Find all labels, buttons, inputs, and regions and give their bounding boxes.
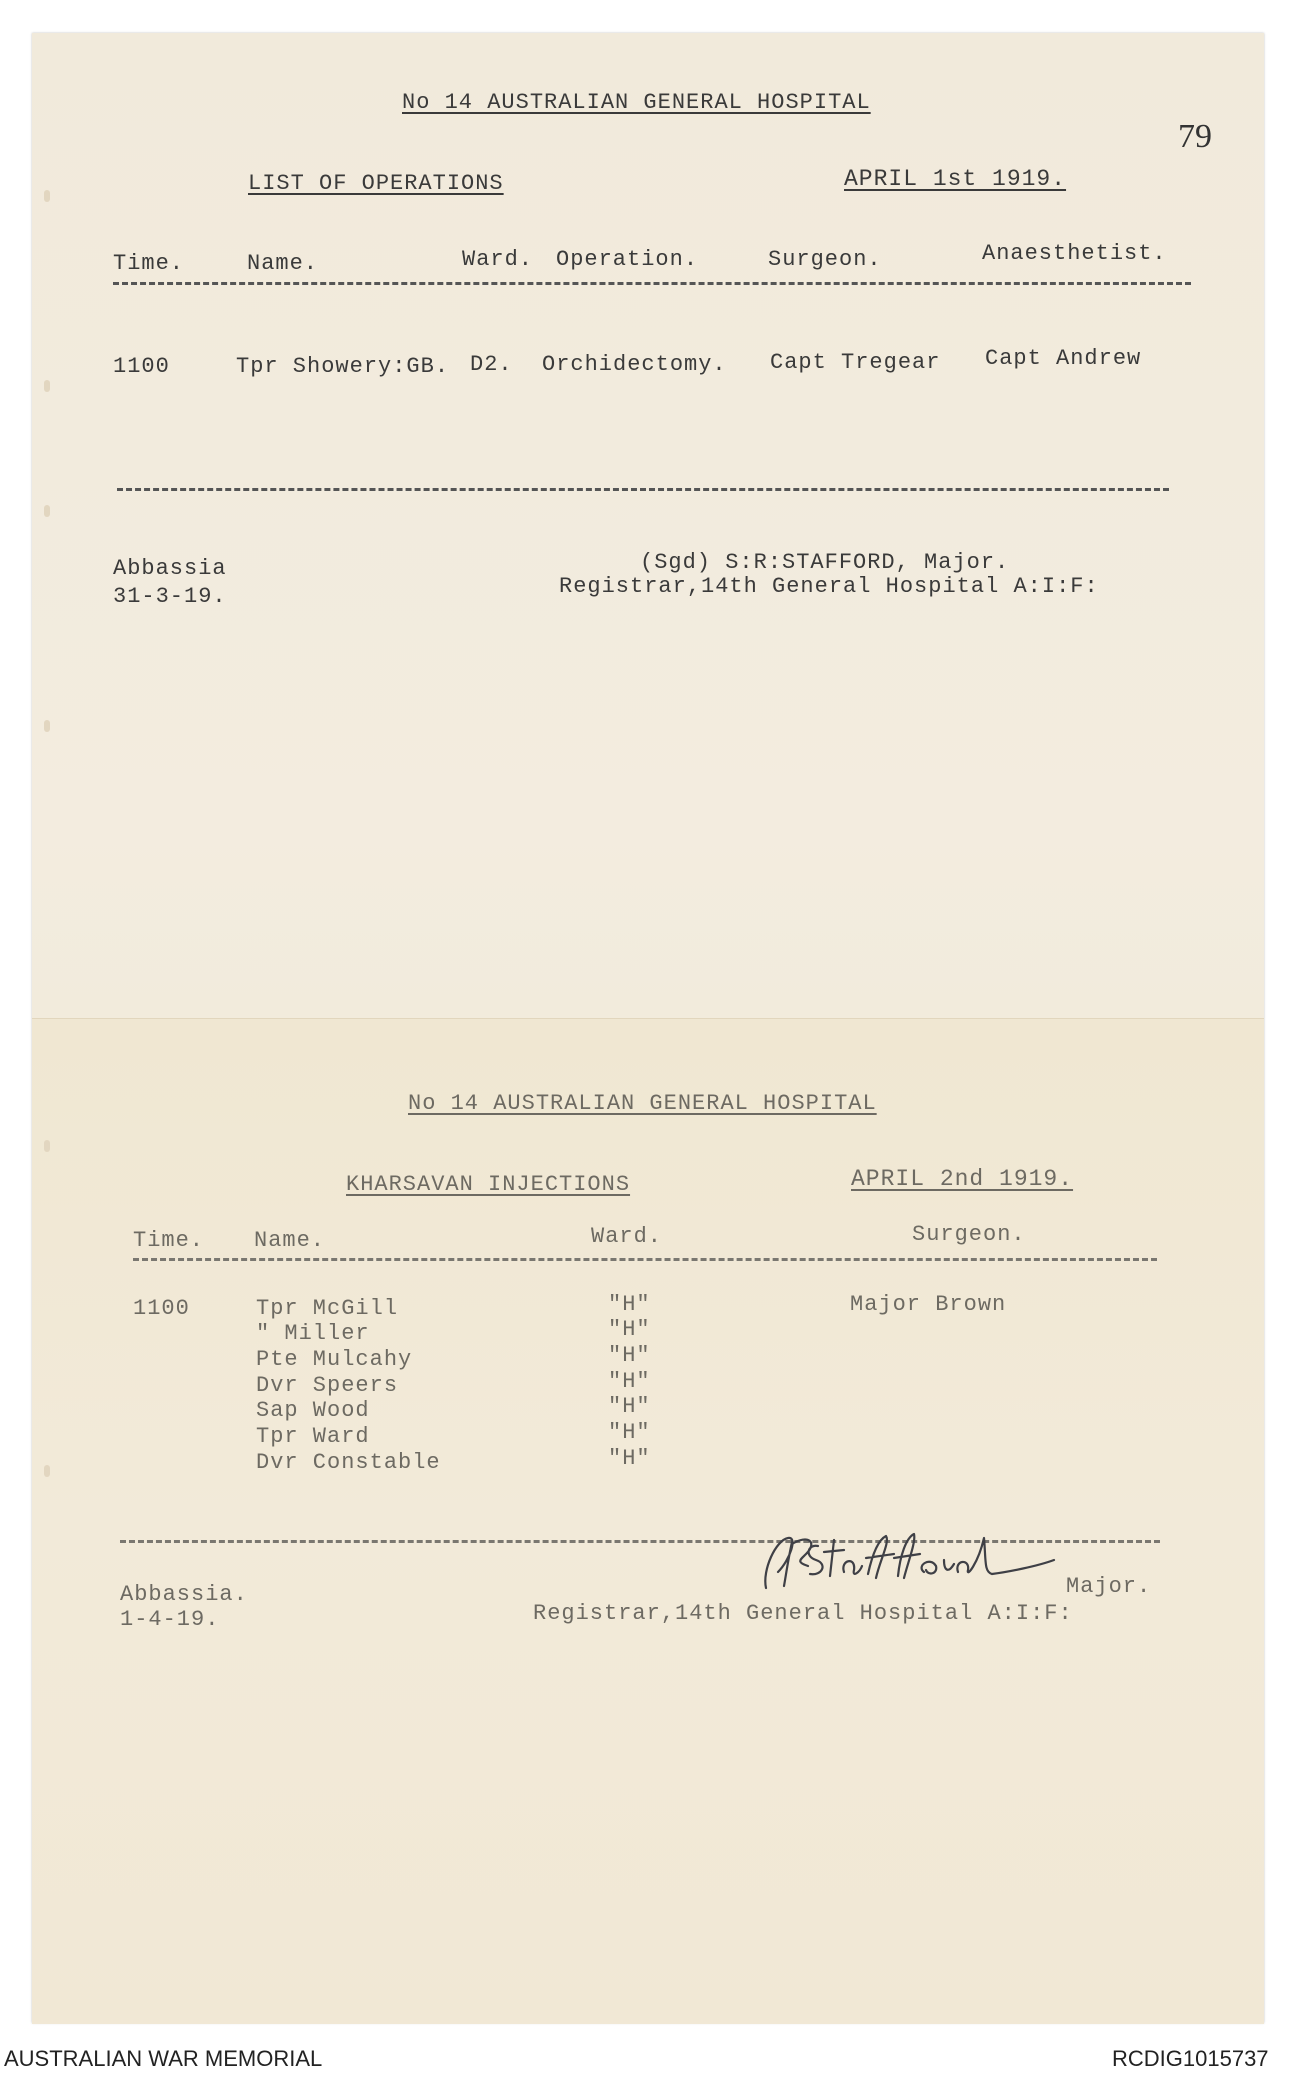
patient-name: " Miller: [256, 1321, 370, 1346]
doc1-row-surgeon: Capt Tregear: [770, 350, 941, 375]
doc1-signed: (Sgd) S:R:STAFFORD, Major.: [640, 550, 1010, 575]
doc1-header-anaesthetist: Anaesthetist.: [982, 241, 1167, 266]
patient-ward: "H": [608, 1394, 651, 1419]
attached-sheet: [32, 1018, 1264, 2024]
doc1-date: APRIL 1st 1919.: [844, 166, 1067, 192]
patient-ward: "H": [608, 1317, 651, 1342]
patient-ward: "H": [608, 1369, 651, 1394]
patient-name: Sap Wood: [256, 1398, 370, 1423]
punch-hole: [44, 1140, 50, 1152]
doc1-header-name: Name.: [247, 251, 319, 276]
doc2-surgeon: Major Brown: [850, 1292, 1007, 1317]
footer-id: RCDIG1015737: [1112, 2046, 1269, 2071]
doc1-row-operation: Orchidectomy.: [542, 352, 727, 377]
doc1-place-date: 31-3-19.: [113, 584, 227, 609]
punch-hole: [44, 720, 50, 732]
punch-hole: [44, 380, 50, 392]
doc1-registrar: Registrar,14th General Hospital A:I:F:: [559, 574, 1099, 599]
doc2-time: 1100: [133, 1296, 190, 1321]
patient-name: Tpr Ward: [256, 1424, 370, 1449]
doc1-header-ward: Ward.: [462, 247, 534, 272]
doc2-header-name: Name.: [254, 1228, 326, 1253]
doc2-place-date: 1-4-19.: [120, 1607, 220, 1632]
doc2-registrar: Registrar,14th General Hospital A:I:F:: [533, 1601, 1073, 1626]
doc1-header-operation: Operation.: [556, 247, 699, 272]
doc2-date: APRIL 2nd 1919.: [851, 1166, 1074, 1192]
handwritten-signature: [748, 1520, 1068, 1600]
doc2-title: No 14 AUSTRALIAN GENERAL HOSPITAL: [408, 1091, 877, 1116]
doc2-header-surgeon: Surgeon.: [912, 1222, 1026, 1247]
doc1-list-title: LIST OF OPERATIONS: [248, 171, 504, 196]
header-divider: [113, 282, 1191, 285]
doc1-title: No 14 AUSTRALIAN GENERAL HOSPITAL: [402, 90, 871, 115]
doc1-header-time: Time.: [113, 251, 185, 276]
patient-name: Dvr Constable: [256, 1450, 441, 1475]
patient-ward: "H": [608, 1292, 651, 1317]
patient-ward: "H": [608, 1420, 651, 1445]
patient-name: Dvr Speers: [256, 1373, 399, 1398]
header-divider: [133, 1258, 1157, 1261]
punch-hole: [44, 190, 50, 202]
doc1-row-anaesthetist: Capt Andrew: [985, 346, 1142, 371]
page-number: 79: [1178, 118, 1212, 155]
doc2-rank: Major.: [1066, 1574, 1152, 1599]
doc1-row-ward: D2.: [470, 352, 513, 377]
footer-credit: AUSTRALIAN WAR MEMORIAL: [4, 2046, 323, 2071]
doc1-header-surgeon: Surgeon.: [768, 247, 882, 272]
punch-hole: [44, 1465, 50, 1477]
patient-ward: "H": [608, 1446, 651, 1471]
doc2-list-title: KHARSAVAN INJECTIONS: [346, 1172, 631, 1197]
section-divider: [117, 488, 1169, 491]
doc2-header-time: Time.: [133, 1228, 205, 1253]
doc1-row-time: 1100: [113, 354, 170, 379]
doc2-place: Abbassia.: [120, 1582, 248, 1607]
patient-name: Pte Mulcahy: [256, 1347, 413, 1372]
doc1-row-name: Tpr Showery:GB.: [236, 354, 450, 379]
doc2-header-ward: Ward.: [591, 1224, 663, 1249]
doc1-place: Abbassia: [113, 556, 227, 581]
patient-name: Tpr McGill: [256, 1296, 399, 1321]
patient-ward: "H": [608, 1343, 651, 1368]
punch-hole: [44, 505, 50, 517]
